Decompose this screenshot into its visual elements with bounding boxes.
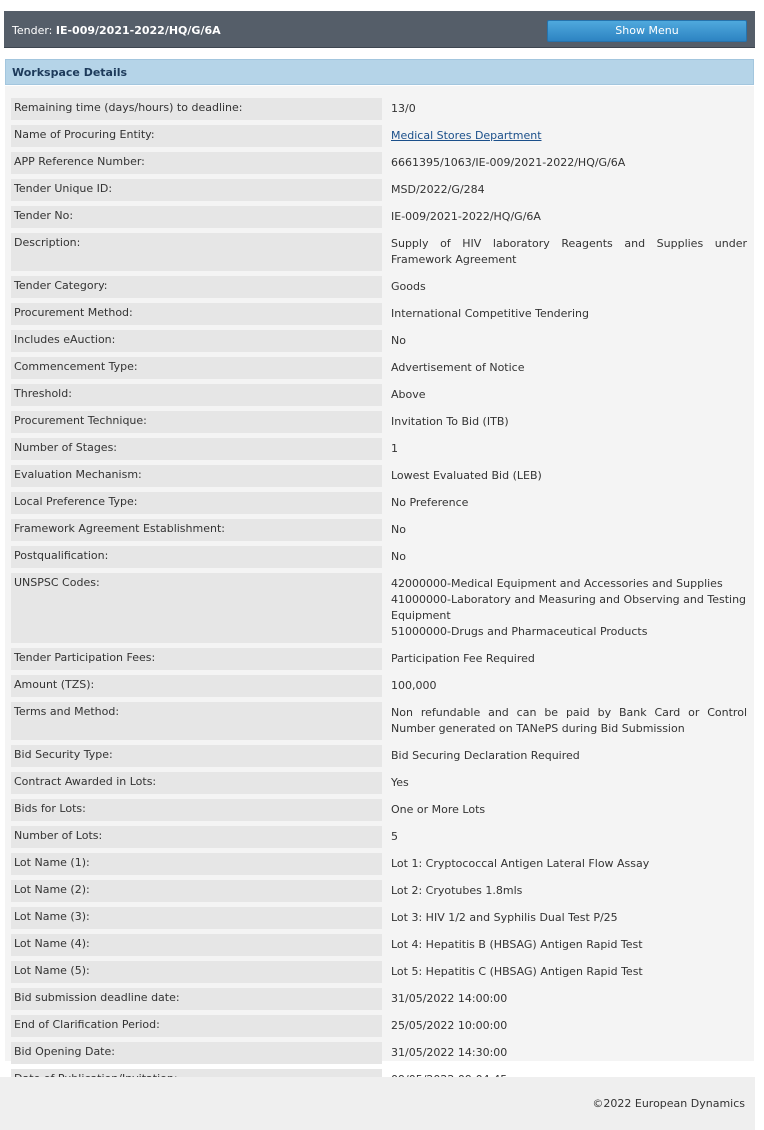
detail-row — [11, 934, 747, 956]
detail-value: Invitation To Bid (ITB) — [391, 415, 509, 428]
detail-value: 42000000-Medical Equipment and Accessories and Supplies 41000000-Laboratory and Measuring and Observing and Testing Equipment 51000000-Drugs and Pharmaceutical Products — [391, 577, 747, 638]
detail-value: Lot 1: Cryptococcal Antigen Lateral Flow Assay — [391, 857, 650, 870]
tender-prefix: Tender: — [12, 24, 53, 37]
detail-label: Tender Participation Fees: — [11, 648, 382, 670]
detail-value: Participation Fee Required — [391, 652, 535, 665]
detail-row — [11, 384, 747, 406]
top-bar — [4, 11, 755, 48]
detail-label: Commencement Type: — [11, 357, 382, 379]
detail-label: Tender Category: — [11, 276, 382, 298]
detail-row — [11, 675, 747, 697]
detail-value: 100,000 — [391, 679, 437, 692]
detail-label: Lot Name (2): — [11, 880, 382, 902]
detail-label: Number of Lots: — [11, 826, 382, 848]
detail-label: Lot Name (4): — [11, 934, 382, 956]
detail-label: Tender No: — [11, 206, 382, 228]
footer — [0, 1077, 755, 1130]
detail-label: Evaluation Mechanism: — [11, 465, 382, 487]
detail-value: Lot 2: Cryotubes 1.8mls — [391, 884, 523, 897]
detail-label: Procurement Technique: — [11, 411, 382, 433]
detail-value: MSD/2022/G/284 — [391, 183, 485, 196]
detail-row — [11, 438, 747, 460]
detail-value: Lot 5: Hepatitis C (HBSAG) Antigen Rapid Test — [391, 965, 643, 978]
detail-label: Terms and Method: — [11, 702, 382, 740]
detail-label: Lot Name (3): — [11, 907, 382, 929]
detail-row — [11, 546, 747, 568]
detail-value: Lot 4: Hepatitis B (HBSAG) Antigen Rapid Test — [391, 938, 643, 951]
detail-label: Name of Procuring Entity: — [11, 125, 382, 147]
detail-row — [11, 880, 747, 902]
detail-row — [11, 988, 747, 1010]
detail-value: Yes — [391, 776, 409, 789]
detail-value: No — [391, 550, 406, 563]
procuring-entity-link[interactable]: Medical Stores Department — [391, 129, 542, 142]
detail-label: Postqualification: — [11, 546, 382, 568]
detail-row — [11, 853, 747, 875]
tender-title — [12, 24, 221, 37]
detail-value: 6661395/1063/IE-009/2021-2022/HQ/G/6A — [391, 156, 626, 169]
detail-label: Remaining time (days/hours) to deadline: — [11, 98, 382, 120]
detail-label: Bid submission deadline date: — [11, 988, 382, 1010]
detail-value: International Competitive Tendering — [391, 307, 589, 320]
show-menu-button[interactable]: Show Menu — [547, 20, 747, 42]
detail-value: Advertisement of Notice — [391, 361, 525, 374]
detail-label: Lot Name (5): — [11, 961, 382, 983]
copyright-text: ©2022 European Dynamics — [592, 1097, 745, 1110]
detail-row — [11, 233, 747, 271]
detail-row — [11, 330, 747, 352]
detail-row — [11, 907, 747, 929]
detail-value: Supply of HIV laboratory Reagents and Supplies under Framework Agreement — [391, 237, 747, 266]
detail-row — [11, 206, 747, 228]
detail-value: Above — [391, 388, 426, 401]
detail-label: Tender Unique ID: — [11, 179, 382, 201]
detail-row — [11, 179, 747, 201]
detail-value: One or More Lots — [391, 803, 486, 816]
workspace-details-panel — [5, 86, 754, 1061]
detail-value: 1 — [391, 442, 398, 455]
detail-label: Number of Stages: — [11, 438, 382, 460]
detail-value: 31/05/2022 14:00:00 — [391, 992, 508, 1005]
detail-row — [11, 1015, 747, 1037]
detail-row — [11, 465, 747, 487]
detail-label: End of Clarification Period: — [11, 1015, 382, 1037]
detail-value: 25/05/2022 10:00:00 — [391, 1019, 508, 1032]
details-list — [11, 98, 747, 1123]
detail-row — [11, 303, 747, 325]
detail-row — [11, 702, 747, 740]
detail-row — [11, 492, 747, 514]
detail-value: 31/05/2022 14:30:00 — [391, 1046, 508, 1059]
detail-label: Lot Name (1): — [11, 853, 382, 875]
detail-row — [11, 745, 747, 767]
detail-row — [11, 98, 747, 120]
detail-label: APP Reference Number: — [11, 152, 382, 174]
detail-label: Bid Opening Date: — [11, 1042, 382, 1064]
detail-label: Procurement Method: — [11, 303, 382, 325]
detail-value: No — [391, 523, 406, 536]
tender-number: IE-009/2021-2022/HQ/G/6A — [55, 24, 221, 37]
detail-value: Non refundable and can be paid by Bank Card or Control Number generated on TANePS during Bid Submission — [391, 706, 747, 735]
detail-row — [11, 826, 747, 848]
detail-value: Lowest Evaluated Bid (LEB) — [391, 469, 542, 482]
detail-value: 13/0 — [391, 102, 416, 115]
detail-label: Bids for Lots: — [11, 799, 382, 821]
detail-value: IE-009/2021-2022/HQ/G/6A — [391, 210, 541, 223]
detail-row — [11, 357, 747, 379]
detail-value: No Preference — [391, 496, 469, 509]
detail-value — [391, 125, 747, 147]
detail-row — [11, 276, 747, 298]
detail-value: 5 — [391, 830, 398, 843]
detail-label: Contract Awarded in Lots: — [11, 772, 382, 794]
detail-label: UNSPSC Codes: — [11, 573, 382, 643]
detail-row — [11, 799, 747, 821]
detail-row — [11, 772, 747, 794]
detail-row — [11, 519, 747, 541]
detail-label: Includes eAuction: — [11, 330, 382, 352]
detail-row — [11, 125, 747, 147]
detail-row — [11, 1042, 747, 1064]
detail-value: Lot 3: HIV 1/2 and Syphilis Dual Test P/25 — [391, 911, 618, 924]
detail-label: Framework Agreement Establishment: — [11, 519, 382, 541]
detail-row — [11, 573, 747, 643]
detail-value: Goods — [391, 280, 426, 293]
detail-label: Amount (TZS): — [11, 675, 382, 697]
detail-row — [11, 152, 747, 174]
detail-value: Bid Securing Declaration Required — [391, 749, 580, 762]
detail-label: Local Preference Type: — [11, 492, 382, 514]
detail-label: Description: — [11, 233, 382, 271]
workspace-details-header: Workspace Details — [5, 59, 754, 85]
detail-label: Threshold: — [11, 384, 382, 406]
detail-row — [11, 411, 747, 433]
detail-row — [11, 961, 747, 983]
detail-label: Bid Security Type: — [11, 745, 382, 767]
detail-row — [11, 648, 747, 670]
detail-value: No — [391, 334, 406, 347]
